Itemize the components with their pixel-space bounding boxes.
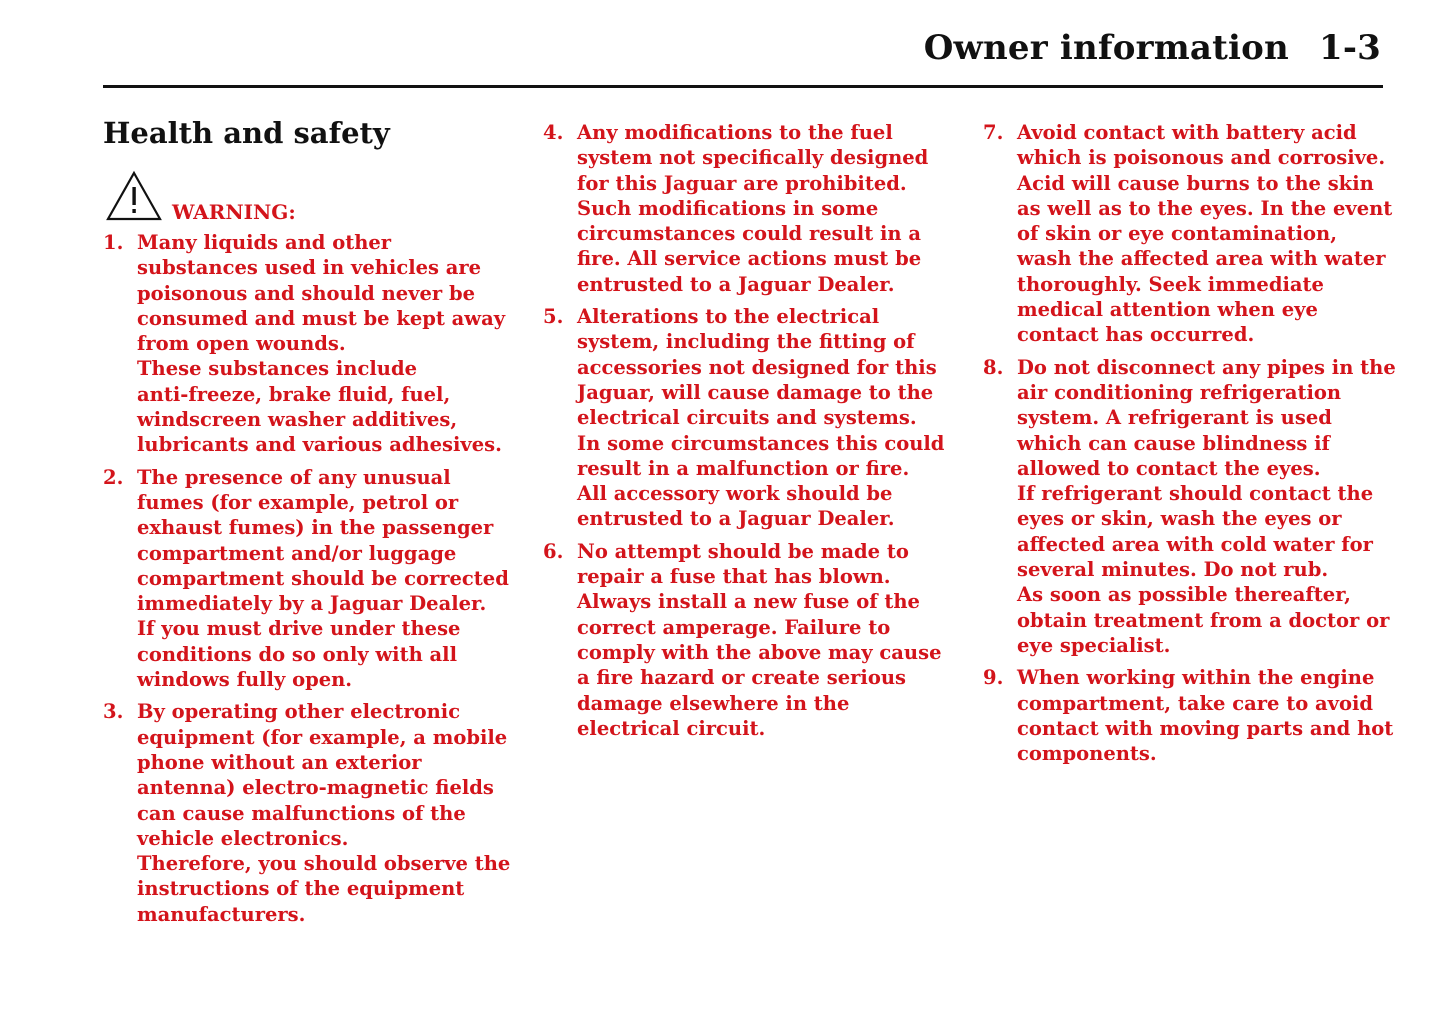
- item-text-line: If you must drive under these: [137, 617, 461, 641]
- header-rule: [103, 85, 1383, 88]
- item-text-line: By operating other electronic: [137, 700, 461, 724]
- item-text-line: conditions do so only with all: [137, 642, 457, 666]
- item-text-line: The presence of any unusual: [137, 465, 451, 489]
- item-text-line: immediately by a Jaguar Dealer.: [137, 592, 487, 616]
- item-text-line: which is poisonous and corrosive.: [1017, 146, 1386, 170]
- item-text-line: These substances include: [137, 357, 417, 381]
- item-text-line: can cause malfunctions of the: [137, 801, 466, 825]
- item-text-line: correct amperage. Failure to: [577, 615, 891, 639]
- warning-label: WARNING:: [172, 200, 296, 224]
- item-text-line: system. A refrigerant is used: [1017, 406, 1332, 430]
- item-text-line: comply with the above may cause: [577, 640, 942, 664]
- item-text-line: circumstances could result in a: [577, 222, 922, 246]
- item-text-line: manufacturers.: [137, 902, 306, 926]
- item-text-line: eyes or skin, wash the eyes or: [1017, 507, 1342, 531]
- item-text-line: damage elsewhere in the: [577, 691, 850, 715]
- item-text-line: consumed and must be kept away: [137, 306, 506, 330]
- item-text-line: which can cause blindness if: [1017, 431, 1330, 455]
- item-text-line: If refrigerant should contact the: [1017, 482, 1374, 506]
- item-text-line: wash the affected area with water: [1017, 247, 1386, 271]
- item-text-line: system not specifically designed: [577, 146, 929, 170]
- warning-item: [103, 230, 506, 458]
- item-number: 6.: [543, 539, 564, 563]
- item-number: 5.: [543, 305, 564, 329]
- item-text-line: components.: [1017, 742, 1157, 766]
- item-text-line: Avoid contact with battery acid: [1017, 121, 1357, 144]
- item-text-line: entrusted to a Jaguar Dealer.: [577, 272, 895, 296]
- item-text-line: medical attention when eye: [1017, 298, 1318, 322]
- item-text-line: compartment, take care to avoid: [1017, 691, 1374, 715]
- item-text-line: several minutes. Do not rub.: [1017, 558, 1329, 582]
- item-number: 1.: [103, 231, 124, 254]
- warning-triangle-icon: [105, 170, 163, 222]
- item-text-line: antenna) electro-magnetic fields: [137, 776, 494, 800]
- warning-item: [543, 539, 943, 741]
- section-title: Health and safety: [103, 116, 390, 150]
- item-text-line: thoroughly. Seek immediate: [1017, 272, 1324, 296]
- page-header: [924, 28, 1381, 68]
- item-text-line: fumes (for example, petrol or: [137, 490, 459, 514]
- item-text-line: entrusted to a Jaguar Dealer.: [577, 507, 895, 531]
- item-text-line: repair a fuse that has blown.: [577, 565, 891, 589]
- item-text-line: phone without an exterior: [137, 750, 422, 774]
- item-text-line: contact has occurred.: [1017, 323, 1255, 347]
- item-text-line: Jaguar, will cause damage to the: [577, 380, 934, 404]
- item-text-line: Do not disconnect any pipes in the: [1017, 355, 1396, 379]
- item-text-line: exhaust fumes) in the passenger: [137, 516, 494, 540]
- item-text-line: compartment and/or luggage: [137, 541, 457, 565]
- item-text-line: accessories not designed for this: [577, 355, 937, 379]
- item-text-line: All accessory work should be: [577, 482, 893, 506]
- item-text-line: substances used in vehicles are: [137, 256, 482, 280]
- item-text-line: Any modifications to the fuel: [577, 121, 893, 144]
- item-number: 4.: [543, 121, 564, 144]
- item-number: 3.: [103, 700, 124, 724]
- warning-item: [543, 120, 943, 297]
- item-text-line: anti-freeze, brake fluid, fuel,: [137, 382, 451, 406]
- item-text-line: contact with moving parts and hot: [1017, 716, 1394, 740]
- item-text-line: instructions of the equipment: [137, 877, 465, 901]
- item-text-line: as well as to the eyes. In the event: [1017, 196, 1393, 220]
- item-text-line: of skin or eye contamination,: [1017, 222, 1337, 246]
- item-text-line: poisonous and should never be: [137, 281, 475, 305]
- column-3: [983, 120, 1396, 773]
- item-text-line: Acid will cause burns to the skin: [1017, 171, 1374, 195]
- item-text-line: affected area with cold water for: [1017, 532, 1373, 556]
- item-text-line: result in a malfunction or fire.: [577, 456, 910, 480]
- item-text-line: In some circumstances this could: [577, 431, 945, 455]
- item-text-line: a fire hazard or create serious: [577, 666, 906, 690]
- page-number: 1-3: [1318, 28, 1381, 68]
- warning-item: [983, 120, 1393, 348]
- warning-item: [983, 355, 1396, 659]
- item-text-line: fire. All service actions must be: [577, 247, 922, 271]
- item-text-line: electrical circuits and systems.: [577, 406, 917, 430]
- item-text-line: vehicle electronics.: [137, 826, 349, 850]
- item-text-line: compartment should be corrected: [137, 566, 509, 590]
- item-text-line: Alterations to the electrical: [577, 305, 880, 329]
- item-number: 2.: [103, 465, 124, 489]
- item-number: 9.: [983, 666, 1004, 690]
- item-text-line: electrical circuit.: [577, 716, 766, 740]
- header-title: Owner information: [923, 28, 1289, 68]
- column-1: [103, 230, 511, 934]
- item-text-line: windscreen washer additives,: [137, 408, 458, 432]
- item-text-line: Therefore, you should observe the: [137, 852, 511, 876]
- item-text-line: No attempt should be made to: [577, 539, 909, 563]
- item-text-line: windows fully open.: [137, 668, 353, 692]
- item-text-line: eye specialist.: [1017, 633, 1171, 657]
- warning-item: [103, 699, 511, 927]
- item-text-line: When working within the engine: [1017, 666, 1375, 690]
- item-text-line: As soon as possible thereafter,: [1017, 583, 1351, 607]
- item-text-line: allowed to contact the eyes.: [1017, 456, 1321, 480]
- item-text-line: Such modifications in some: [577, 196, 879, 220]
- item-text-line: Many liquids and other: [137, 231, 392, 254]
- warning-item: [543, 304, 943, 532]
- item-text-line: equipment (for example, a mobile: [137, 725, 508, 749]
- item-number: 7.: [983, 121, 1004, 144]
- item-text-line: obtain treatment from a doctor or: [1017, 608, 1390, 632]
- item-text-line: for this Jaguar are prohibited.: [577, 171, 907, 195]
- item-text-line: air conditioning refrigeration: [1017, 380, 1342, 404]
- column-2: [543, 120, 943, 748]
- item-text-line: lubricants and various adhesives.: [137, 433, 502, 457]
- warning-item: [103, 465, 509, 693]
- item-text-line: from open wounds.: [137, 332, 346, 356]
- item-text-line: system, including the fitting of: [577, 330, 915, 354]
- item-text-line: Always install a new fuse of the: [577, 590, 920, 614]
- warning-item: [983, 665, 1394, 766]
- item-number: 8.: [983, 355, 1004, 379]
